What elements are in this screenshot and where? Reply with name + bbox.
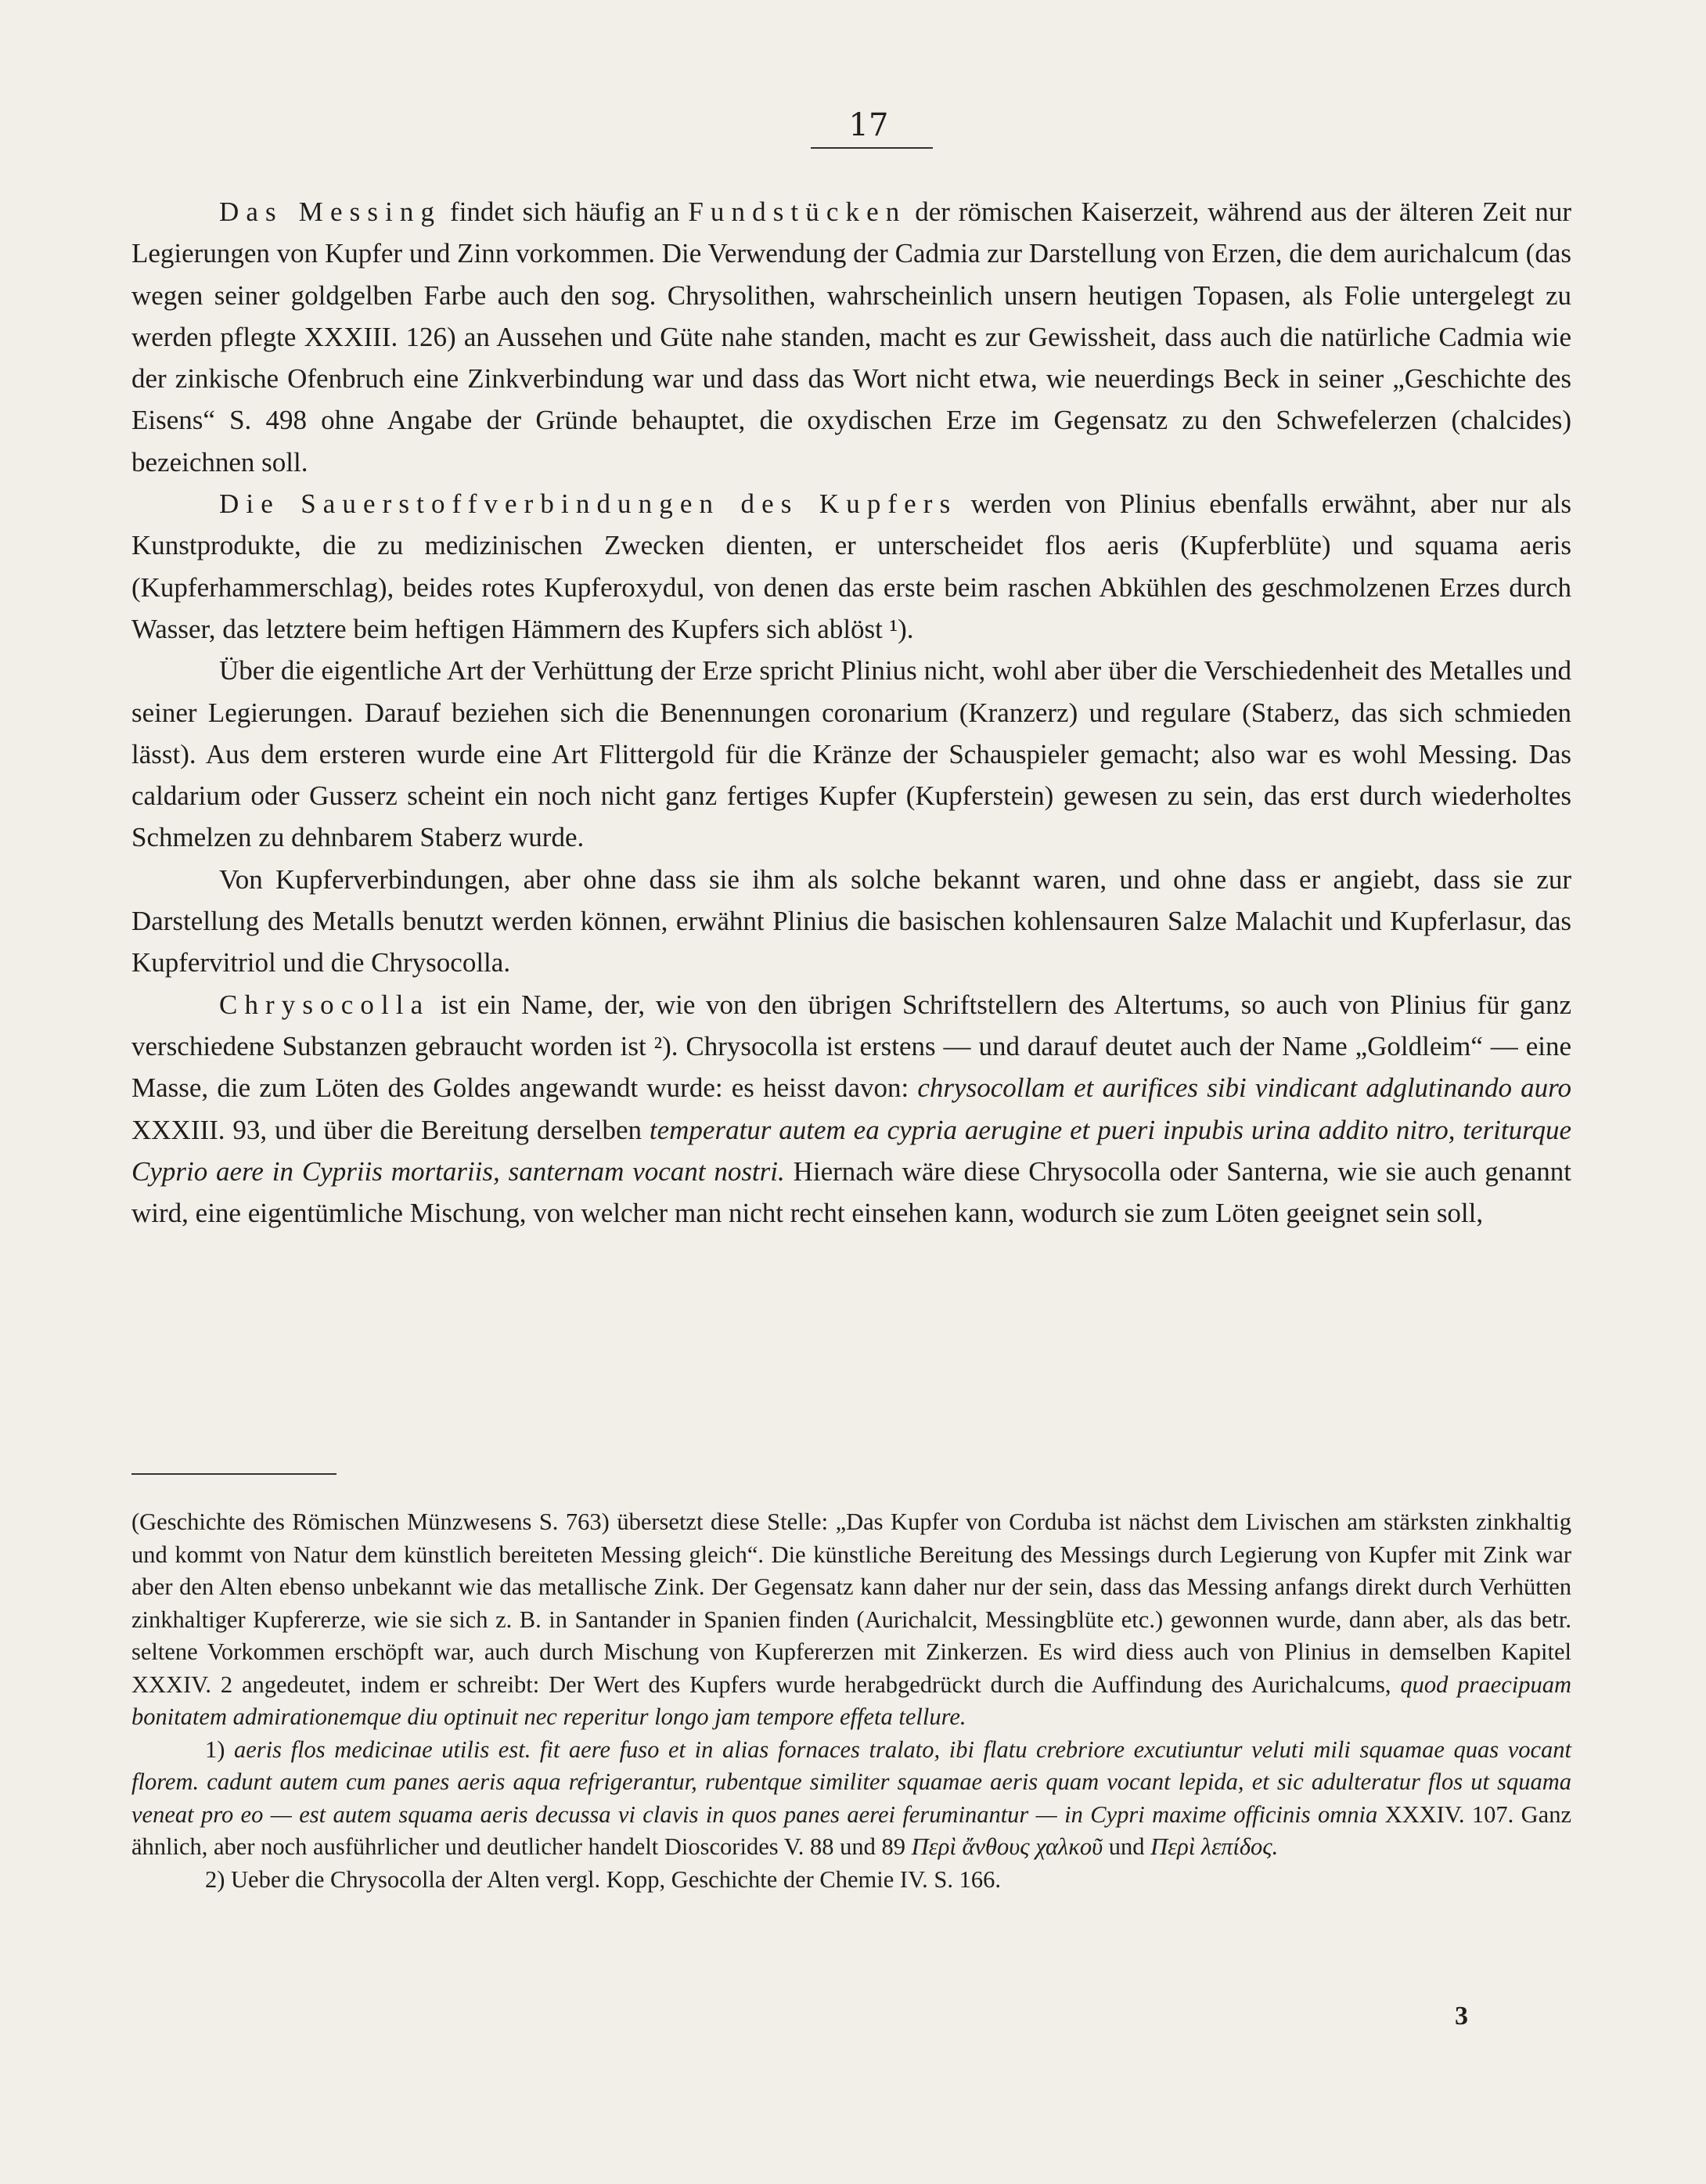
- spaced-term: Fundstücken: [688, 196, 907, 227]
- footnote-2: 2) Ueber die Chrysocolla der Alten vergl. Kopp, Geschichte der Chemie IV. S. 166.: [205, 1865, 1001, 1893]
- footnotes: [131, 1506, 1571, 1896]
- main-text: [131, 191, 1571, 1234]
- spaced-term: Die Sauerstoffverbindungen des Kupfers: [219, 488, 958, 520]
- footnote-continued: (Geschichte des Römischen Münzwesens S. 763) übersetzt diese Stelle: „Das Kupfer von Corduba ist nächst dem Livischen am stärksten zinkhaltig und kommt von Natur dem künstlich bereiteten Messing gleich“. Die künstliche Bereitung des Messings durch Legierung von Kupfer mit Zink war aber den Alten ebenso unbekannt wie das metallische Zink. Der Gegensatz kann daher nur der sein, dass das Messing anfangs direkt durch Verhütten zinkhaltiger Kupfererze, wie sie sich z. B. in Santander in Spanien finden (Aurichalcit, Messingblüte etc.) gewonnen wurde, dann aber, als das betr. seltene Vorkommen erschöpft war, auch durch Mischung von Kupfererzen mit Zinkerzen. Es wird diess auch von Plinius in demselben Kapitel XXXIV. 2 angedeutet, indem er schreibt: Der Wert des Kupfers wurde herabgedrückt durch die Auffindung des Aurichalcums, quod praecipuam bonitatem admirationemque diu optinuit nec reperitur longo jam tempore effeta tellure.: [131, 1508, 1571, 1730]
- footnote-separator: [131, 1473, 337, 1475]
- paragraph-kupferverbindungen: Von Kupferverbindungen, aber ohne dass sie ihm als solche bekannt waren, und ohne dass er angiebt, dass sie zur Darstellung des Metalls benutzt werden können, erwähnt Plinius die basischen kohlensauren Salze Malachit und Kupferlasur, das Kupfervitriol und die Chrysocolla.: [131, 863, 1571, 978]
- spaced-term: Chrysocolla: [219, 989, 430, 1020]
- spaced-term: Das Messing: [219, 196, 442, 227]
- latin-quote: temperatur autem ea cypria aerugine et pueri inpubis urina addito nitro, teriturque Cyprio aere in Cypriis mortariis, santernam vocant nostri.: [131, 1114, 1571, 1187]
- paragraph-sauerstoff: Die Sauerstoffverbindungen des Kupfers werden von Plinius ebenfalls erwähnt, aber nur als Kunstprodukte, die zu medizinischen Zwecken dienten, er unterscheidet flos aeris (Kupferblüte) und squama aeris (Kupferhammerschlag), beides rotes Kupferoxydul, von denen das erste beim raschen Abkühlen des geschmolzenen Erzes durch Wasser, das letztere beim heftigen Hämmern des Kupfers sich ablöst ¹).: [131, 488, 1571, 644]
- latin-quote: chrysocollam et aurifices sibi vindicant adglutinando auro: [917, 1072, 1571, 1104]
- footnote-1: 1) aeris flos medicinae utilis est. fit aere fuso et in alias fornaces tralato, ibi flatu crebriore excutiuntur veluti mili squamae quas vocant florem. cadunt autem cum panes aeris aqua refrigerantur, rubentque similiter squamae aeris quam vocant lepida, et sic adulteratur flos ut squama veneat pro eo — est autem squama aeris decussa vi clavis in quos panes aerei feruminantur — in Cypri maxime officinis omnia XXXIV. 107. Ganz ähnlich, aber noch ausführlicher und deutlicher handelt Dioscorides V. 88 und 89 Περὶ ἄνθους χαλκοῦ und Περὶ λεπίδος.: [131, 1735, 1571, 1860]
- greek-title: Περὶ ἄνθους χαλκοῦ: [911, 1833, 1103, 1860]
- signature-mark: 3: [1455, 2002, 1468, 2031]
- page-number-rule: [811, 147, 933, 149]
- paragraph-verhuettung: Über die eigentliche Art der Verhüttung der Erze spricht Plinius nicht, wohl aber über die Verschiedenheit des Metalles und seiner Legierungen. Darauf beziehen sich die Benennungen coronarium (Kranzerz) und regulare (Staberz, das sich schmieden lässt). Aus dem ersteren wurde eine Art Flittergold für die Kränze der Schauspieler gemacht; also war es wohl Messing. Das caldarium oder Gusserz scheint ein noch nicht ganz fertiges Kupfer (Kupferstein) gewesen zu sein, das erst durch wiederholtes Schmelzen zu dehnbarem Staberz wurde.: [131, 655, 1571, 853]
- paragraph-chrysocolla: Chrysocolla ist ein Name, der, wie von den übrigen Schriftstellern des Altertums, so auch von Plinius für ganz verschiedene Substanzen gebraucht worden ist ²). Chrysocolla ist erstens — und darauf deutet auch der Name „Goldleim“ — eine Masse, die zum Löten des Goldes angewandt wurde: es heisst davon: chrysocollam et aurifices sibi vindicant adglutinando auro XXXIII. 93, und über die Bereitung derselben temperatur autem ea cypria aerugine et pueri inpubis urina addito nitro, teriturque Cyprio aere in Cypriis mortariis, santernam vocant nostri. Hiernach wäre diese Chrysocolla oder Santerna, wie sie auch genannt wird, eine eigentümliche Mischung, von welcher man nicht recht einsehen kann, wodurch sie zum Löten geeignet sein soll,: [131, 989, 1571, 1229]
- paragraph-messing: Das Messing findet sich häufig an Fundstücken der römischen Kaiserzeit, während aus der älteren Zeit nur Legierungen von Kupfer und Zinn vorkommen. Die Verwendung der Cadmia zur Darstellung von Erzen, die dem aurichalcum (das wegen seiner goldgelben Farbe auch den sog. Chrysolithen, wahrscheinlich unsern heutigen Topasen, als Folie untergelegt zu werden pflegte XXXIII. 126) an Aussehen und Güte nahe standen, macht es zur Gewissheit, dass auch die natürliche Cadmia wie der zinkische Ofenbruch eine Zinkverbindung war und dass das Wort nicht etwa, wie neuerdings Beck in seiner „Geschichte des Eisens“ S. 498 ohne Angabe der Gründe behauptet, die oxydischen Erze im Gegensatz zu den Schwefelerzen (chalcides) bezeichnen soll.: [131, 196, 1572, 478]
- page-number: 17: [848, 107, 889, 143]
- greek-title: Περὶ λεπίδος.: [1150, 1833, 1279, 1860]
